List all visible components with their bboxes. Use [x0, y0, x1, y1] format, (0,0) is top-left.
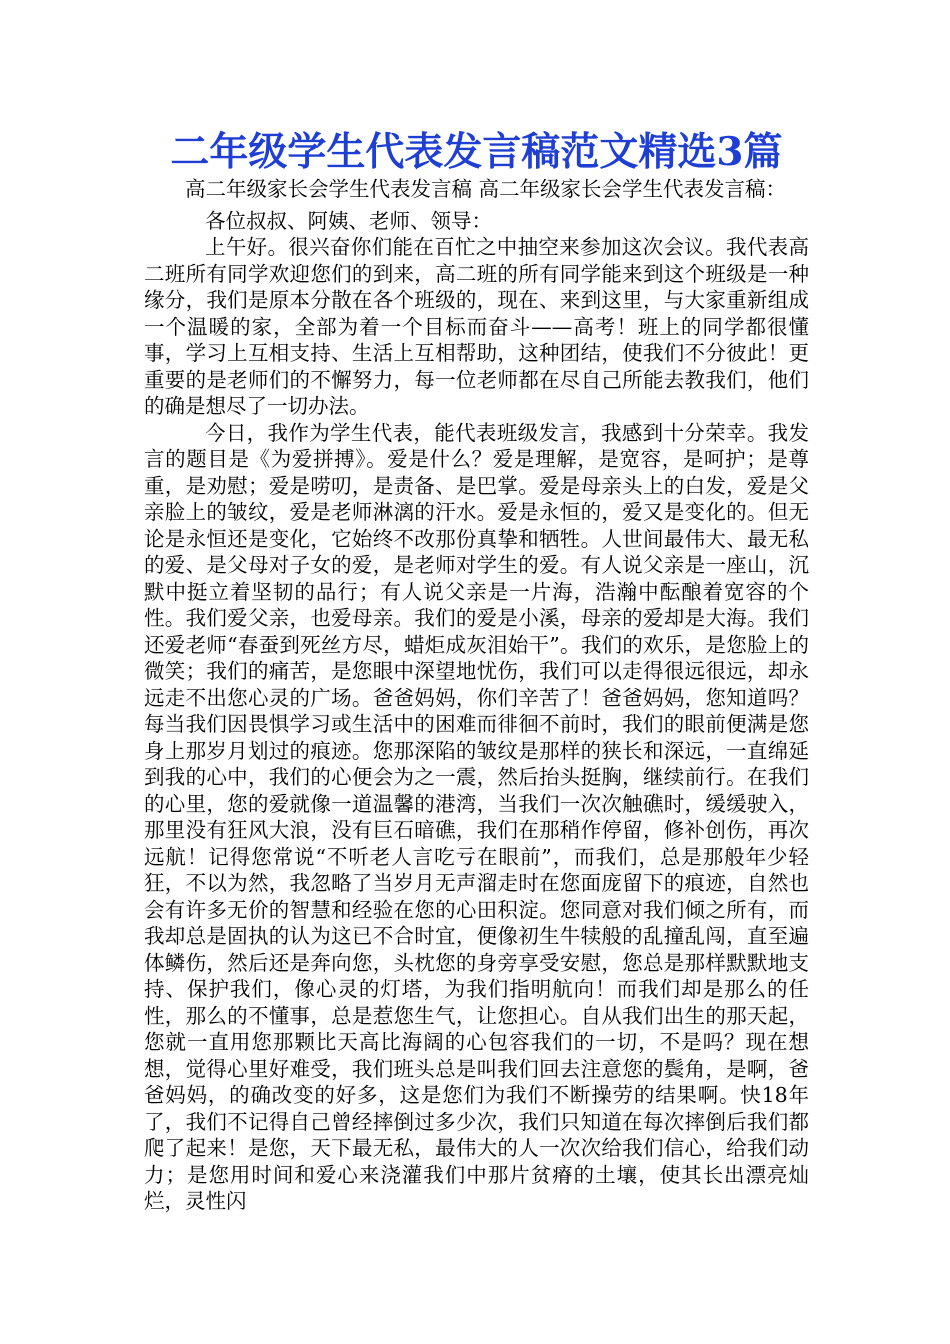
salutation: 各位叔叔、阿姨、老师、领导： — [205, 208, 492, 233]
body-paragraph-2: 今日，我作为学生代表，能代表班级发言，我感到十分荣幸。我发言的题目是《为爱拼搏》。爱是什么？爱是理解，是宽容，是呵护；是尊重，是劝慰；爱是唠叨，是责备、是巴掌。爱是母亲头上的白发，爱是父亲脸上的皱纹，爱是老师淋漓的汗水。爱是永恒的，爱又是变化的。但无论是永恒还是变化，它始终不改那份真挚和牺牲。人世间最伟大、最无私的爱、是父母对子女的爱，是老师对学生的爱。有人说父亲是一座山，沉默中挺立着坚韧的品行；有人说父亲是一片海，浩瀚中酝酿着宽容的个性。我们爱父亲，也爱母亲。我们的爱是小溪，母亲的爱却是大海。我们还爱老师“春蚕到死丝方尽，蜡炬成灰泪始干”。我们的欢乐，是您脸上的微笑；我们的痛苦，是您眼中深望地忧伤，我们可以走得很远很远，却永远走不出您心灵的广场。爸爸妈妈，你们辛苦了！爸爸妈妈，您知道吗？每当我们因畏惧学习或生活中的困难而徘徊不前时，我们的眼前便满是您身上那岁月划过的痕迹。您那深陷的皱纹是那样的狭长和深远，一直绵延到我的心中，我们的心便会为之一震，然后抬头挺胸，继续前行。在我们的心里，您的爱就像一道温馨的港湾，当我们一次次触礁时，缓缓驶入，那里没有狂风大浪，没有巨石暗礁，我们在那稍作停留，修补创伤，再次远航！记得您常说“不听老人言吃亏在眼前”，而我们，总是那般年少轻狂，不以为然，我忽略了当岁月无声溜走时在您面庞留下的痕迹，自然也会有许多无价的智慧和经验在您的心田积淀。您同意对我们倾之所有，而我却总是固执的认为这已不合时宜，便像初生牛犊般的乱撞乱闯，直至遍体鳞伤，然后还是奔向您，头枕您的身旁享受安慰，您总是那样默默地支持、保护我们，像心灵的灯塔，为我们指明航向！而我们却是那么的任性，那么的不懂事，总是惹您生气，让您担心。自从我们出生的那天起，您就一直用您那颗比天高比海阔的心包容我们的一切，不是吗？现在想想，觉得心里好难受，我们班头总是叫我们回去注意您的鬓角，是啊，爸爸妈妈，的确改变的好多，这是您们为我们不断操劳的结果啊。快18年了，我们不记得自己曾经摔倒过多少次，我们只知道在每次摔倒后我们都爬了起来！是您，天下最无私，最伟大的人一次次给我们信心，给我们动力；是您用时间和爱心来浇灌我们中那片贫瘠的土壤，使其长出漂亮灿烂，灵性闪 — [144, 420, 809, 1213]
document-subtitle: 高二年级家长会学生代表发言稿 高二年级家长会学生代表发言稿： — [185, 177, 787, 201]
document-title: 二年级学生代表发言稿范文精选3篇 — [170, 129, 783, 175]
body-paragraph-1: 上午好。很兴奋你们能在百忙之中抽空来参加这次会议。我代表高二班所有同学欢迎您们的到来，高二班的所有同学能来到这个班级是一种缘分，我们是原本分散在各个班级的，现在、来到这里，与大家重新组成一个温暖的家，全部为着一个目标而奋斗——高考！班上的同学都很懂事，学习上互相支持、生活上互相帮助，这种团结，使我们不分彼此！更重要的是老师们的不懈努力，每一位老师都在尽自己所能去教我们，他们的确是想尽了一切办法。 — [144, 235, 809, 418]
document-page — [144, 128, 809, 1215]
